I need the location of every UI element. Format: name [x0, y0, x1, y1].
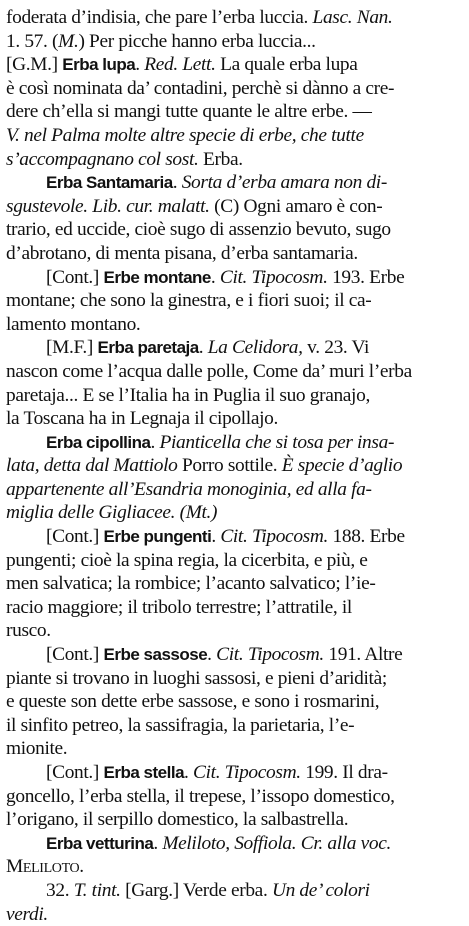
- text-segment: .: [135, 54, 145, 76]
- text-segment: .: [150, 431, 160, 453]
- italic-text: s’accompagnano col sost.: [6, 148, 199, 170]
- text-segment: Porro sottile.: [177, 455, 282, 477]
- text-segment: ) Per picche hanno erba luccia...: [78, 30, 316, 52]
- text-segment: [M.F.]: [46, 337, 98, 359]
- headword: Erba cipollina: [46, 432, 151, 452]
- text-segment: .: [211, 526, 221, 548]
- headword: Erba paretaja: [97, 338, 199, 358]
- text-line: [6, 6, 459, 30]
- text-segment: .: [184, 762, 194, 783]
- italic-text: La Celidora,: [207, 337, 303, 359]
- text-segment: La quale erba lupa: [215, 54, 358, 76]
- text-segment: è così nominata da’ contadini, perchè si dànno a cre-: [6, 77, 395, 99]
- italic-text: Cit. Tipocosm.: [220, 526, 329, 548]
- italic-text: È specie d’aglio: [281, 455, 403, 477]
- text-line: [6, 549, 459, 573]
- text-segment: piante si trovano in luoghi sassosi, e pieni d’aridità;: [6, 667, 387, 689]
- text-line: [6, 690, 459, 714]
- text-segment: goncello, l’erba stella, il trepese, l’issopo domestico,: [6, 785, 395, 807]
- text-line: [6, 242, 459, 266]
- text-segment: [G.M.]: [6, 54, 63, 76]
- text-segment: men salvatica; la rombice; l’acanto salvatico; l’ie-: [6, 573, 376, 595]
- text-segment: [Cont.]: [46, 266, 104, 288]
- text-segment: l’origano, il serpillo domestico, la salbastrella.: [6, 809, 349, 831]
- text-line: [6, 903, 459, 926]
- text-segment: .: [207, 644, 217, 666]
- text-segment: [Cont.]: [46, 762, 104, 783]
- italic-text: Cit. Tipocosm.: [219, 266, 328, 288]
- text-segment: 188. Erbe: [328, 526, 405, 548]
- text-segment: [Cont.]: [46, 644, 104, 666]
- text-line: [6, 501, 459, 525]
- text-line: [6, 313, 459, 337]
- text-line: [6, 761, 459, 785]
- text-line: [6, 667, 459, 691]
- italic-text: T. tint.: [73, 879, 121, 901]
- text-segment: .: [198, 337, 208, 359]
- text-line: [6, 572, 459, 596]
- text-line: [6, 360, 459, 384]
- text-line: [6, 30, 459, 54]
- headword: Erbe pungenti: [103, 527, 212, 547]
- text-segment: Erba.: [198, 148, 243, 170]
- text-segment: 32.: [46, 879, 74, 901]
- text-segment: il sinfito petreo, la sassifragia, la parietaria, l’e-: [6, 714, 355, 736]
- text-segment: 193. Erbe: [327, 266, 405, 288]
- italic-text: miglia delle Gigliacee. (Mt.): [6, 502, 218, 524]
- text-segment: 191. Altre: [323, 644, 403, 666]
- italic-text: V. nel Palma molte altre specie di erbe, che tutte: [6, 124, 364, 146]
- text-segment: montane; che sono la ginestra, e i fiori suoi; il ca-: [6, 290, 372, 312]
- headword: Erba vetturina: [46, 833, 154, 853]
- text-line: [6, 478, 459, 502]
- text-line: [6, 808, 459, 832]
- text-segment: .: [153, 832, 163, 854]
- text-line: [6, 77, 459, 101]
- text-segment: mionite.: [6, 738, 68, 760]
- text-line: [6, 384, 459, 408]
- italic-text: Red. Lett.: [144, 54, 216, 76]
- italic-text: verdi.: [6, 903, 48, 925]
- italic-text: Cit. Tipocosm.: [216, 644, 324, 666]
- text-segment: foderata d’indisia, che pare l’erba luccia.: [6, 7, 313, 28]
- italic-text: Pianticella che si tosa per insa-: [159, 431, 395, 453]
- italic-text: M.: [58, 30, 79, 52]
- text-segment: trario, ed uccide, cioè sugo di assenzio bevuto, sugo: [6, 219, 391, 241]
- italic-text: Meliloto, Soffiola. Cr. alla voc.: [162, 832, 391, 854]
- text-segment: dere ch’ella si mangi tutte quante le altre erbe. —: [6, 101, 372, 123]
- text-segment: [Garg.] Verde erba.: [120, 879, 272, 901]
- text-line: [6, 596, 459, 620]
- headword: Erbe montane: [103, 267, 211, 287]
- text-line: [6, 266, 459, 290]
- italic-text: sgustevole. Lib. cur. malatt.: [6, 195, 210, 217]
- text-line: [6, 53, 459, 77]
- text-segment: v. 23. Vi: [302, 337, 370, 359]
- text-line: [6, 525, 459, 549]
- text-line: [6, 171, 459, 195]
- italic-text: lata, detta dal Mattiolo: [6, 455, 178, 477]
- text-line: [6, 431, 459, 455]
- text-line: [6, 737, 459, 761]
- text-line: [6, 643, 459, 667]
- text-line: [6, 879, 459, 903]
- text-segment: 1. 57. (: [6, 30, 59, 52]
- headword: Erba stella: [103, 763, 185, 782]
- italic-text: Un de’ colori: [271, 879, 370, 901]
- text-line: [6, 832, 459, 856]
- text-line: [6, 785, 459, 809]
- text-line: [6, 336, 459, 360]
- text-segment: rusco.: [6, 620, 51, 642]
- text-segment: paretaja... E se l’Italia ha in Puglia il suo granajo,: [6, 384, 370, 406]
- text-segment: la Toscana ha in Legnaja il cipollajo.: [6, 408, 278, 430]
- text-segment: e queste son dette erbe sassose, e sono i rosmarini,: [6, 691, 380, 713]
- text-line: [6, 289, 459, 313]
- text-line: [6, 407, 459, 431]
- text-line: [6, 148, 459, 172]
- italic-text: appartenente all’Esandria monoginia, ed alla fa-: [6, 478, 372, 500]
- italic-text: Cit. Tipocosm.: [193, 762, 301, 783]
- text-segment: racio maggiore; il tribolo terrestre; l’attratile, il: [6, 596, 352, 618]
- text-segment: (C) Ogni amaro è con-: [209, 195, 383, 217]
- text-line: [6, 855, 459, 879]
- text-line: [6, 195, 459, 219]
- text-segment: d’abrotano, di menta pisana, d’erba santamaria.: [6, 242, 358, 264]
- headword: Erba Santamaria: [46, 173, 173, 193]
- text-segment: nascon come l’acqua dalle polle, Come da’ muri l’erba: [6, 360, 412, 382]
- text-line: [6, 100, 459, 124]
- text-segment: pungenti; cioè la spina regia, la cicerbita, e più, e: [6, 549, 368, 571]
- text-line: [6, 218, 459, 242]
- text-segment: 199. Il dra-: [300, 762, 388, 783]
- headword: Erbe sassose: [103, 645, 208, 665]
- text-segment: lamento montano.: [6, 313, 141, 335]
- text-segment: .: [210, 266, 220, 288]
- italic-text: Sorta d’erba amara non di-: [181, 172, 387, 194]
- small-caps-text: Meliloto.: [6, 856, 84, 878]
- italic-text: Lasc. Nan.: [312, 7, 393, 28]
- text-line: [6, 124, 459, 148]
- text-segment: [Cont.]: [46, 526, 104, 548]
- text-line: [6, 714, 459, 738]
- text-segment: .: [172, 172, 182, 194]
- text-line: [6, 619, 459, 643]
- text-line: [6, 454, 459, 478]
- headword: Erba lupa: [62, 55, 136, 75]
